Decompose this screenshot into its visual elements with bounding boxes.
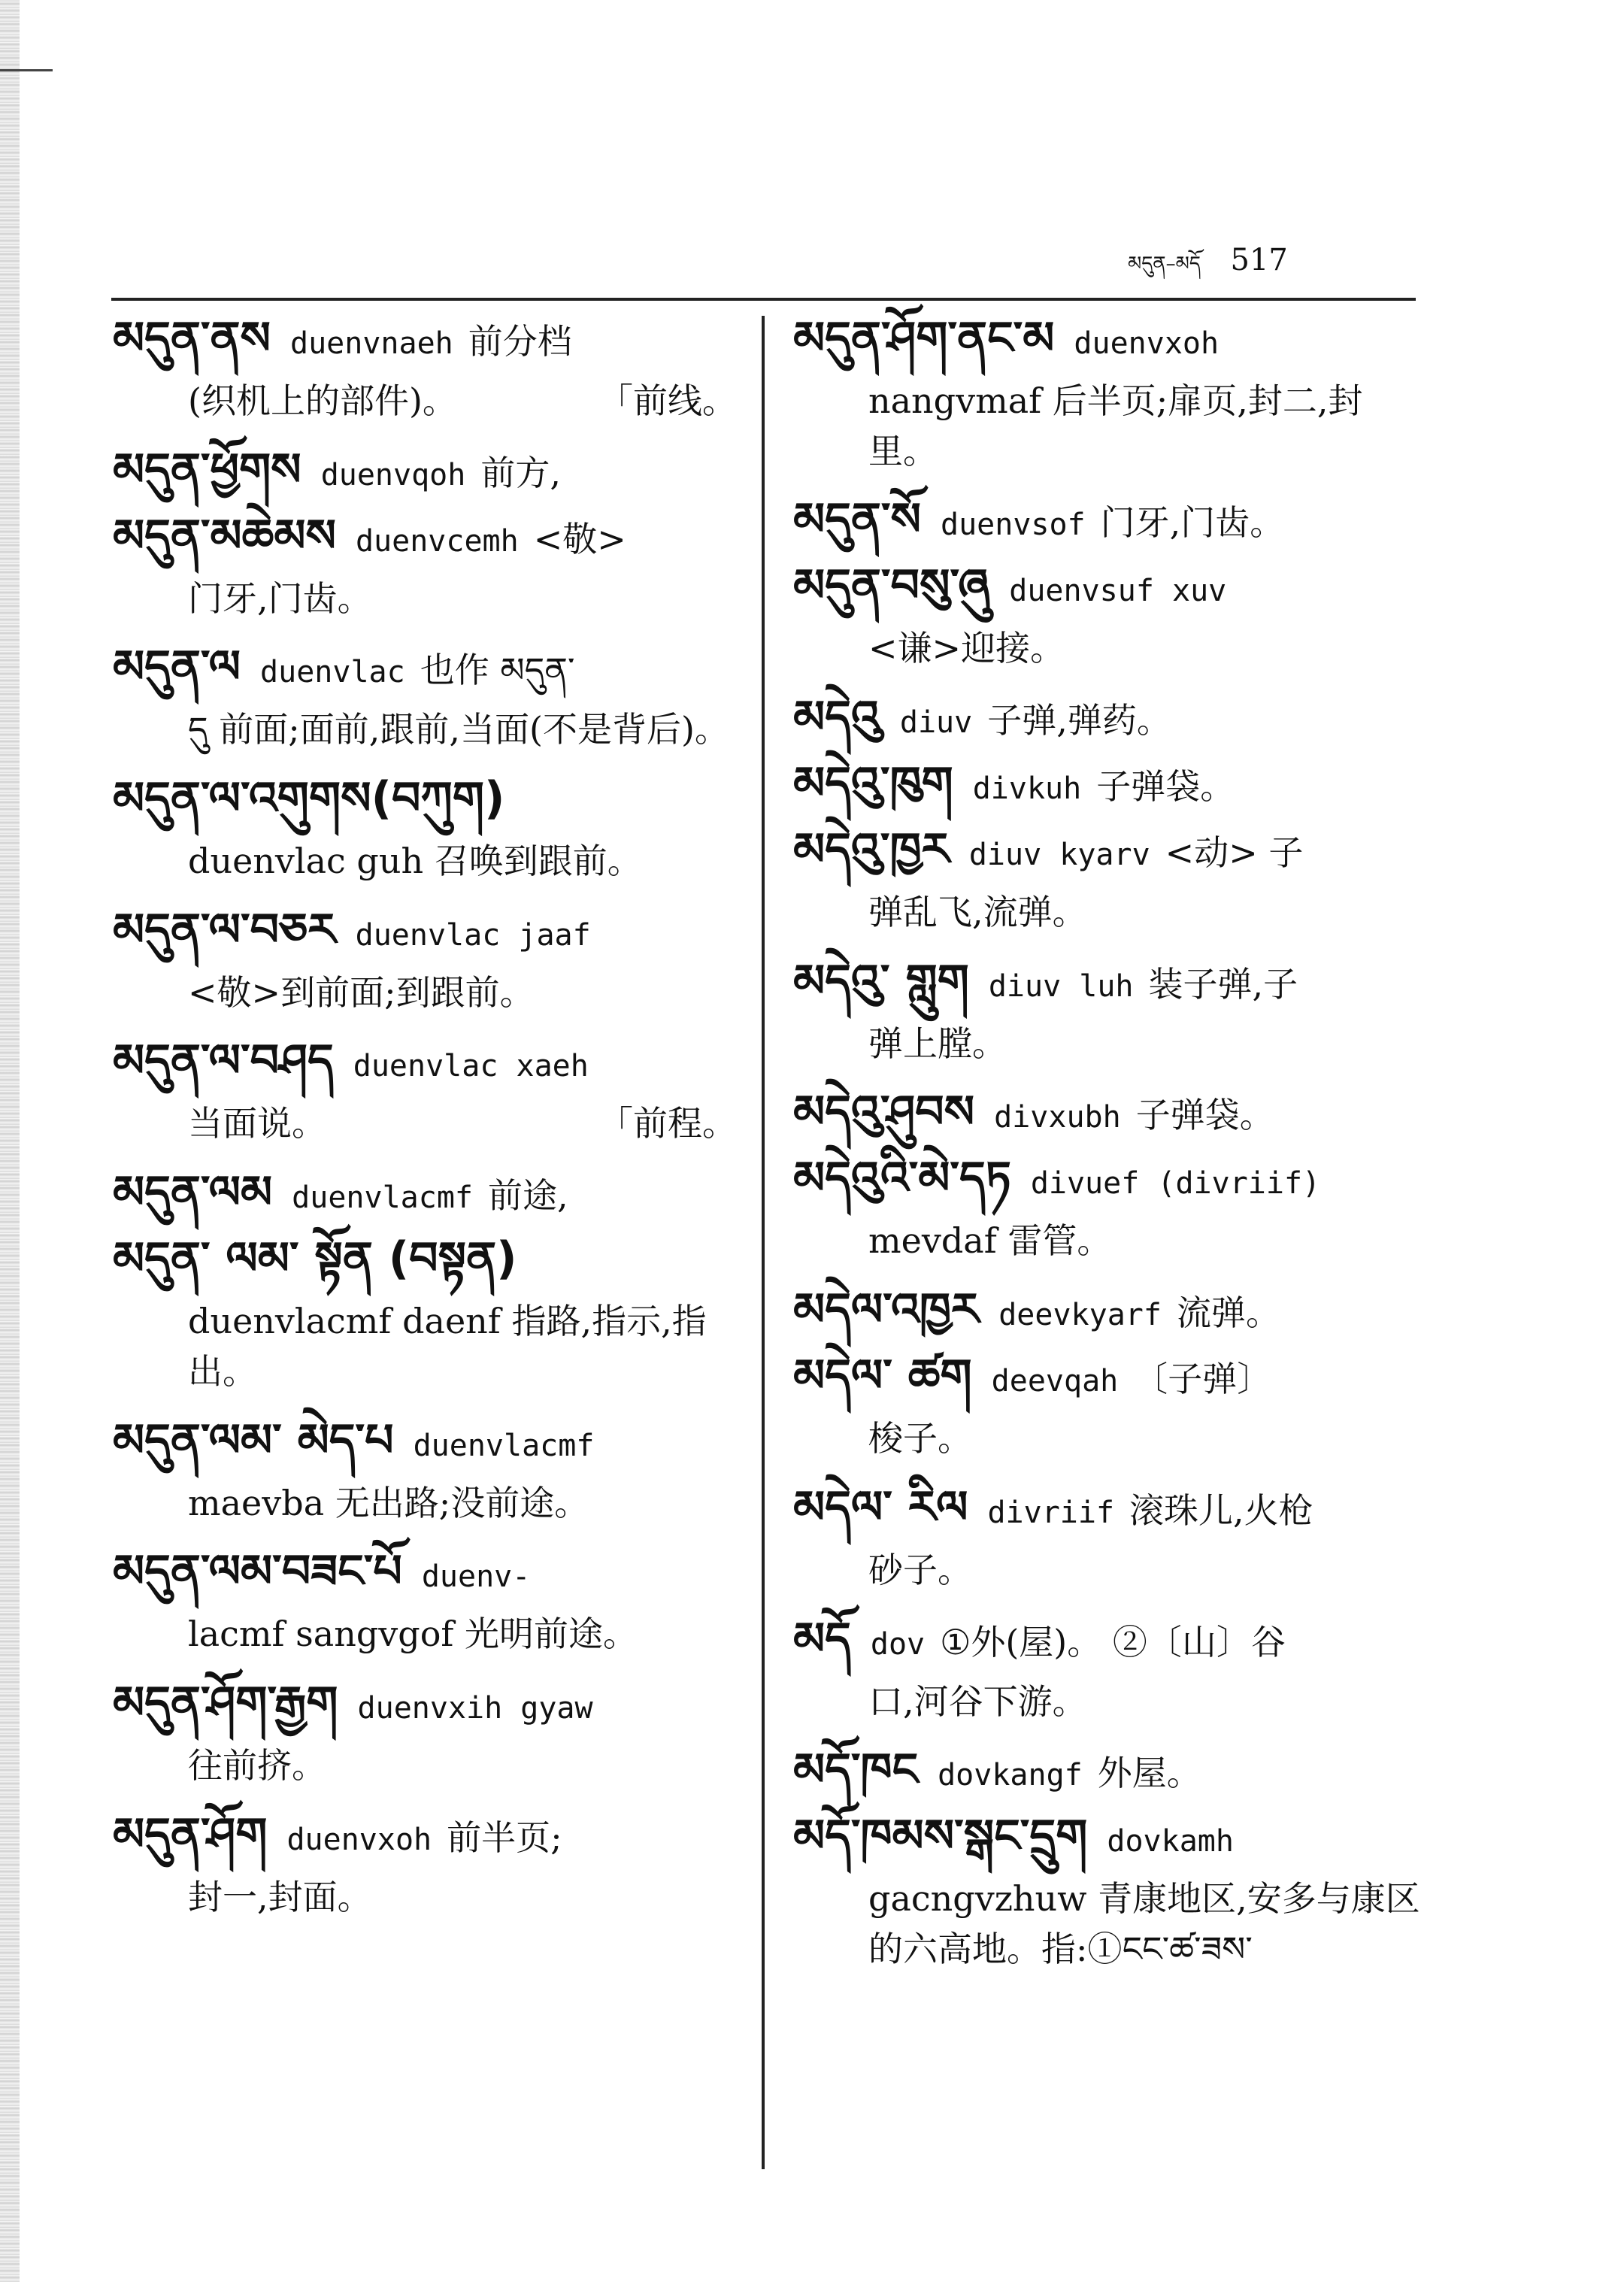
definition-continued: 弹乱飞,流弹。: [868, 892, 1087, 933]
dictionary-entry: [793, 312, 1425, 476]
dictionary-entry: [113, 1035, 737, 1149]
phonetic: dovkamh: [1107, 1824, 1234, 1859]
definition: 子弹,弹药。: [987, 700, 1171, 741]
phonetic: duenvlac jaaf: [355, 917, 591, 953]
dictionary-entry: [113, 1166, 737, 1220]
definition-continued: mevdaf 雷管。: [868, 1220, 1112, 1262]
corner-mark: [0, 69, 53, 71]
dictionary-entry: [113, 312, 737, 426]
phonetic: duenvlac xaeh: [353, 1049, 589, 1084]
definition-continued: <敬>到前面;到跟前。: [188, 971, 535, 1013]
page-number: 517: [1230, 243, 1288, 277]
header-range: མདུན–མདོ: [1128, 253, 1201, 275]
definition-continued: དུ 前面;面前,跟前,当面(不是背后)。: [188, 709, 729, 750]
headword: མདོ: [793, 1612, 851, 1665]
definition: 前途,: [488, 1175, 568, 1217]
dictionary-entry: [113, 1545, 737, 1659]
dictionary-entry: [793, 1283, 1425, 1337]
running-header: [1128, 242, 1288, 297]
headword: མདུན་ནས: [113, 312, 271, 365]
dictionary-entry: [113, 443, 737, 496]
phonetic: duenvxoh: [286, 1822, 432, 1857]
definition-continued: 封一,封面。: [188, 1876, 372, 1917]
definition: 也作 མདུན་: [420, 650, 575, 691]
phonetic: duenv-: [421, 1559, 531, 1595]
headword: མདུན་མཆེམས: [113, 509, 336, 562]
dictionary-entry: [793, 757, 1425, 811]
definition: 前分档: [468, 321, 572, 362]
definition-continued: maevba 无出路;没前途。: [188, 1482, 589, 1523]
headword: མདུན་ ལམ་ སྟོན (བསྟན): [113, 1232, 517, 1286]
phonetic: divxubh: [994, 1100, 1121, 1135]
headword: མདེའུ་ཤུབས: [793, 1086, 975, 1139]
phonetic: duenvqoh: [320, 457, 466, 492]
headword: མདུན་ལ་བཤད: [113, 1035, 334, 1088]
headword: མདེའུའི་མེ་དཏ: [793, 1152, 1011, 1205]
headword: མདེལ་འཁྱར: [793, 1283, 980, 1337]
dictionary-entry: [793, 1480, 1425, 1596]
phonetic: duenvsuf xuv: [1009, 574, 1227, 609]
dictionary-entry: [113, 1808, 737, 1923]
definition: <动> 子: [1165, 832, 1304, 874]
phonetic: duenvlacmf: [292, 1180, 473, 1216]
cross-reference: 「前线。: [598, 380, 737, 421]
dictionary-entry: [113, 1414, 737, 1529]
definition: 前方,: [480, 452, 561, 493]
definition: 滚珠儿,火枪: [1129, 1490, 1313, 1531]
dictionary-entry: [113, 772, 737, 886]
headword: མདུན་ཤོག་རྒྱག: [113, 1676, 338, 1729]
headword: མདེའུ་ གླུག: [793, 954, 969, 1008]
column-divider: [762, 316, 765, 2169]
phonetic: divriif: [987, 1495, 1115, 1530]
headword: མདུན་ལ: [113, 641, 241, 694]
dictionary-entry: [793, 823, 1425, 938]
cross-reference: 「前程。: [598, 1103, 737, 1144]
definition-continued: 往前挤。: [188, 1744, 326, 1786]
phonetic: duenvnaeh: [290, 326, 453, 361]
dictionary-entry: [113, 903, 737, 1018]
definition: 前半页;: [447, 1817, 562, 1858]
right-column: [793, 312, 1425, 2180]
dictionary-entry: [113, 641, 737, 755]
dictionary-entry: [793, 559, 1425, 674]
phonetic: deevqah: [991, 1364, 1119, 1399]
phonetic: duenvxih gyaw: [357, 1690, 593, 1726]
definition-continued: <谦>迎接。: [868, 628, 1065, 669]
phonetic: duenvcemh: [355, 523, 519, 559]
definition-continued: 口,河谷下游。: [868, 1680, 1087, 1722]
headword: མདུན་བསུ་ཞུ: [793, 559, 990, 613]
headword: མདུན་ལམ: [113, 1166, 273, 1220]
headword: མདེའུ་ཁུག: [793, 757, 953, 811]
headword: མདོ་ཁང: [793, 1744, 919, 1797]
headword: མདེལ་ ཚག: [793, 1350, 972, 1403]
definition: 外屋。: [1097, 1753, 1201, 1794]
headword: མདུན་ཤོག: [113, 1808, 268, 1861]
definition: <敬>: [533, 518, 626, 559]
headword: མདུན་ལམ་ མེད་པ: [113, 1414, 394, 1467]
definition-continued: 门牙,门齿。: [188, 577, 372, 619]
definition: ①外(屋)。 ②〔山〕谷: [940, 1621, 1286, 1662]
headword: མདེའུ་ཁྱར: [793, 823, 950, 877]
definition-continued: 弹上膛。: [868, 1023, 1007, 1064]
scan-edge-shadow: [0, 0, 20, 2282]
dictionary-entry: [113, 509, 737, 624]
left-column: [113, 312, 737, 2180]
definition: 〔子弹〕: [1133, 1359, 1272, 1400]
headword: མདུན་ཤོག་ནང་མ: [793, 312, 1055, 365]
dictionary-entry: [793, 1086, 1425, 1139]
definition: 流弹。: [1176, 1293, 1280, 1334]
headword: མདུན་ལ་འགུགས(བཀུག): [113, 772, 505, 826]
phonetic: duenvxoh: [1074, 326, 1220, 361]
definition: 装子弹,子: [1148, 963, 1298, 1005]
header-rule: [111, 298, 1416, 301]
phonetic: duenvsof: [940, 508, 1086, 543]
phonetic: diuv: [899, 705, 973, 741]
dictionary-entry: [793, 954, 1425, 1069]
dictionary-entry: [793, 1152, 1425, 1266]
headword: མདུན་ཕྱོགས: [113, 443, 301, 496]
definition-text: 当面说。: [188, 1103, 326, 1144]
phonetic: duenvlacmf: [413, 1428, 595, 1463]
definition-continued: lacmf sangvgof 光明前途。: [188, 1614, 638, 1655]
dictionary-entry: [793, 1744, 1425, 1797]
dictionary-entry: [793, 1612, 1425, 1727]
dictionary-entry: [113, 1676, 737, 1791]
phonetic: divkuh: [972, 771, 1082, 807]
dictionary-entry: [113, 1232, 737, 1396]
definition-continued: 砂子。: [868, 1549, 972, 1590]
definition-continued: duenvlacmf daenf 指路,指示,指出。: [188, 1301, 707, 1392]
phonetic: diuv kyarv: [968, 838, 1150, 873]
definition: 子弹袋。: [1135, 1095, 1274, 1136]
phonetic: dov: [870, 1626, 926, 1662]
headword: མདོ་ཁམས་སྒང་དྲུག: [793, 1810, 1088, 1863]
headword: མདེལ་ རིལ: [793, 1480, 968, 1534]
phonetic: duenvlac: [260, 655, 405, 690]
dictionary-entry: [793, 1810, 1425, 1974]
dictionary-entry: [793, 691, 1425, 744]
dictionary-entry: [793, 493, 1425, 547]
definition-continued: duenvlac guh 召唤到跟前。: [188, 841, 642, 882]
definition-continued: [113, 376, 737, 426]
definition-continued: 梭子。: [868, 1418, 972, 1459]
headword: མདེའུ: [793, 691, 880, 744]
phonetic: diuv luh: [988, 968, 1134, 1004]
definition: 门牙,门齿。: [1100, 502, 1285, 544]
definition: 子弹袋。: [1096, 766, 1235, 808]
headword: མདུན་སོ: [793, 493, 921, 547]
headword: མདུན་ལམ་བཟང་པོ: [113, 1545, 402, 1599]
definition-continued: nangvmaf 后半页;扉页,封二,封里。: [868, 380, 1363, 471]
definition-continued: [113, 1099, 737, 1149]
phonetic: dovkangf: [938, 1758, 1083, 1793]
definition-continued: gacngvzhuw 青康地区,安多与康区的六高地。指:①ངང་ཚ་ཟས་: [868, 1878, 1420, 1969]
headword: མདུན་ལ་བཅར: [113, 903, 336, 956]
definition-text: (织机上的部件)。: [188, 380, 457, 421]
phonetic: divuef (divriif): [1030, 1166, 1321, 1202]
dictionary-entry: [793, 1350, 1425, 1464]
phonetic: deevkyarf: [998, 1298, 1162, 1333]
